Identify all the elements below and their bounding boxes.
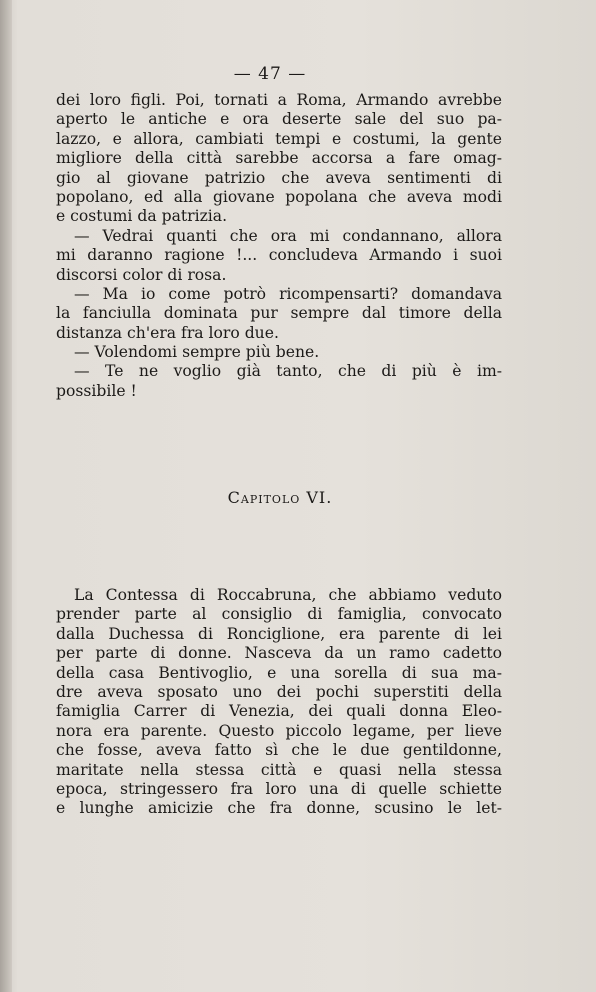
text-line: gio al giovane patrizio che aveva sentimenti di [56,168,502,187]
text-line: — Volendomi sempre più bene. [74,343,320,362]
text-line: lazzo, e allora, cambiati tempi e costumi, la gente [56,129,502,148]
text-line: la fanciulla dominata pur sempre dal timore della [56,304,502,323]
text-line: dalla Duchessa di Ronciglione, era parente di lei [56,624,502,643]
text-line: aperto le antiche e ora deserte sale del suo pa- [56,110,502,129]
text-line: — Ma io come potrò ricompensarti? domandava [74,284,502,303]
text-line: possibile ! [56,381,137,400]
text-line: dei loro figli. Poi, tornati a Roma, Armando avrebbe [56,91,502,109]
chapter-heading: Capitolo VI. [227,488,333,507]
text-line: — Vedrai quanti che ora mi condannano, allora [74,226,502,245]
text-line: e costumi da patrizia. [56,207,228,226]
text-line: che fosse, aveva fatto sì che le due gentildonne, [56,741,502,760]
text-block-after-chapter [56,586,502,819]
text-line: mi daranno ragione !... concludeva Armando i suoi [56,246,502,265]
text-line: discorsi color di rosa. [56,265,227,284]
text-line: epoca, stringessero fra loro una di quelle schiette [56,779,502,798]
text-line: — Te ne voglio già tanto, che di più è im- [74,362,502,381]
text-line: dre aveva sposato uno dei pochi superstiti della [56,682,502,701]
text-line: La Contessa di Roccabruna, che abbiamo veduto [74,586,502,604]
text-line: migliore della città sarebbe accorsa a fare omag- [56,149,502,168]
text-line: della casa Bentivoglio, e una sorella di sua ma- [56,663,502,682]
text-block-before-chapter [56,91,502,401]
text-line: maritate nella stessa città e quasi nella stessa [56,760,502,779]
text-line: popolano, ed alla giovane popolana che aveva modi [56,187,502,206]
text-line: distanza ch'era fra loro due. [56,323,279,342]
text-line: e lunghe amicizie che fra donne, scusino le let- [56,799,502,818]
text-line: famiglia Carrer di Venezia, dei quali donna Eleo- [56,702,502,721]
text-line: per parte di donne. Nasceva da un ramo cadetto [56,644,502,663]
page-number: — 47 — [233,64,307,84]
text-line: prender parte al consiglio di famiglia, convocato [56,605,502,624]
text-line: nora era parente. Questo piccolo legame, per lieve [56,721,502,740]
